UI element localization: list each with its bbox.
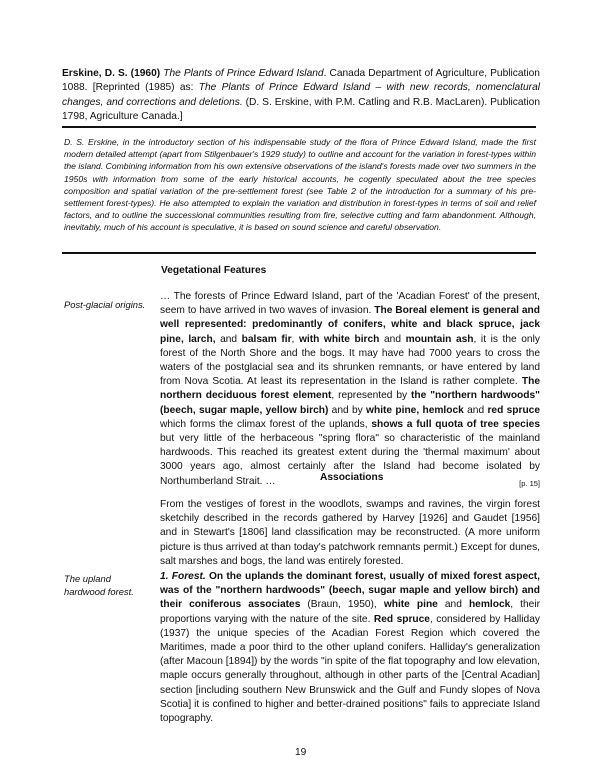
- forest-bold-4: Red spruce: [373, 613, 430, 625]
- margin-note-upland-hardwood: The upland hardwood forest.: [64, 573, 134, 597]
- vf-text-9: which forms the climax forest of the uplands,: [160, 418, 372, 430]
- citation: [62, 67, 540, 125]
- vf-bold-4: mountain ash: [405, 333, 474, 345]
- vf-bold-5: The northern deciduous forest element: [160, 376, 540, 402]
- citation-reprint-details: (D. S. Erskine, with P.M. Catling and R.B. MacLaren). Publication 1798, Agriculture Canada.]: [62, 96, 540, 123]
- citation-author-year: Erskine, D. S. (1960): [62, 68, 161, 79]
- vf-text-4: and: [379, 333, 406, 345]
- forest-text-4: , considered by Halliday (1937) the unique species of the Acadian Forest Region which covered the Maritimes, made a poor third to the other upland conifers. Halliday's generalization (after Macoun [1894]) by the words "in spite of the flat topography and low elevation, maple occurs generally throughout, although in other parts of the [Central Acadian] section [including southern New Brunswick and the Gulf and Fundy slopes of Nova Scotia] it is confined to higher and better-drained positions" fails to appreciate Island topography.: [160, 613, 540, 725]
- page-reference: [p. 15]: [519, 478, 540, 488]
- vf-text-7: and by: [328, 404, 367, 416]
- citation-publisher: . Canada Department of Agriculture, Publication 1088. [Reprinted (1985) as:: [62, 68, 540, 94]
- vf-bold-8: red spruce: [487, 404, 541, 416]
- forest-bold-2: white pine: [383, 599, 438, 611]
- vf-text-2: and: [215, 333, 242, 345]
- vf-bold-3: with white birch: [298, 333, 380, 345]
- summary-divider: [62, 252, 536, 254]
- vf-bold-7: white pine, hemlock: [366, 404, 464, 416]
- vf-bold-2: balsam fir: [241, 333, 292, 345]
- forest-text-1: (Braun, 1950),: [300, 599, 384, 611]
- vf-text-3: ,: [291, 333, 299, 345]
- margin-note-post-glacial: Post-glacial origins.: [64, 299, 146, 310]
- vf-text-8: and: [463, 404, 488, 416]
- vegetational-features-paragraph: [160, 290, 540, 491]
- forest-number-label: 1. Forest.: [160, 571, 206, 582]
- top-divider: [62, 126, 536, 128]
- forest-text-2: and: [437, 599, 469, 611]
- vf-text-10: but very little of the herbaceous "spring flora" so characteristic of the mainland hardwoods. This reached its greatest extent during the 'thermal maximum' about 3000 years ago, almost certainly after the Island had become isolated by Northumberland Strait. …: [160, 433, 540, 487]
- vf-bold-1: The Boreal element is general and well represented: predominantly of conifers, white and black spruce, jack pine, larch,: [160, 305, 540, 345]
- section-heading-associations: Associations: [320, 472, 384, 483]
- vf-bold-6: the "northern hardwoods" (beech, sugar maple, yellow birch): [160, 390, 540, 416]
- vf-text-5: , it is the only forest of the North Shore and the bogs. It may have had 7000 years to cross the waters of the postglacial sea and its shrunken remnants, or have entered by land from Nova Scotia. At least its representation in the Island is rather complete.: [160, 333, 540, 388]
- citation-reprint-title: The Plants of Prince Edward Island – with new records, nomenclatural changes, and corrections and deletions.: [62, 82, 540, 108]
- summary-text: D. S. Erskine, in the introductory section of his indispensable study of the flora of Prince Edward Island, made the first modern detailed attempt (apart from Stilgenbauer's 1929 study) to outline and account for the variation in forest-types within the island. Combining information from his own extensive observations of the island's forests made over two summers in the 1950s with information from some of the early historical accounts, he cogently speculated about the tree species composition and spatial variation of the pre-settlement forest (see Table 2 of the introduction for a summary of his pre-settlement forest-types). He also attempted to explain the variation and distribution in forest-types in terms of soil and relief factors, and to outline the successional communities resulting from fire, selective cutting and farm abandonment. Although, inevitably, much of his account is speculative, it is based on sound science and careful observation.: [64, 137, 536, 233]
- forest-text-3: , their proportions varying with the nature of the site.: [160, 599, 540, 625]
- page-number: 19: [295, 747, 307, 758]
- section-heading-vegetational-features: Vegetational Features: [161, 265, 267, 276]
- vf-bold-9: shows a full quota of tree species: [371, 418, 541, 430]
- vf-text-1: … The forests of Prince Edward Island, part of the 'Acadian Forest' of the present, seem to have arrived in two waves of invasion.: [160, 291, 540, 317]
- forest-paragraph: [160, 570, 540, 726]
- associations-paragraph: From the vestiges of forest in the woodlots, swamps and ravines, the virgin forest sketchily described in the records gathered by Harvey [1926] and Gaudet [1956] and in Stewart's [1806] land classification may be reconstructed. (A more uniform picture is thus arrived at than today's patchwork remnants permit.) Except for dunes, salt marshes and bogs, the land was entirely forested.: [160, 499, 540, 567]
- forest-bold-1: On the uplands the dominant forest, usually of mixed forest aspect, was of the "northern hardwoods" (beech, sugar maple and yellow birch) and their coniferous associates: [160, 571, 540, 611]
- vf-text-6: , represented by: [331, 390, 412, 402]
- forest-bold-3: hemlock: [468, 599, 511, 611]
- citation-title: The Plants of Prince Edward Island: [163, 68, 324, 79]
